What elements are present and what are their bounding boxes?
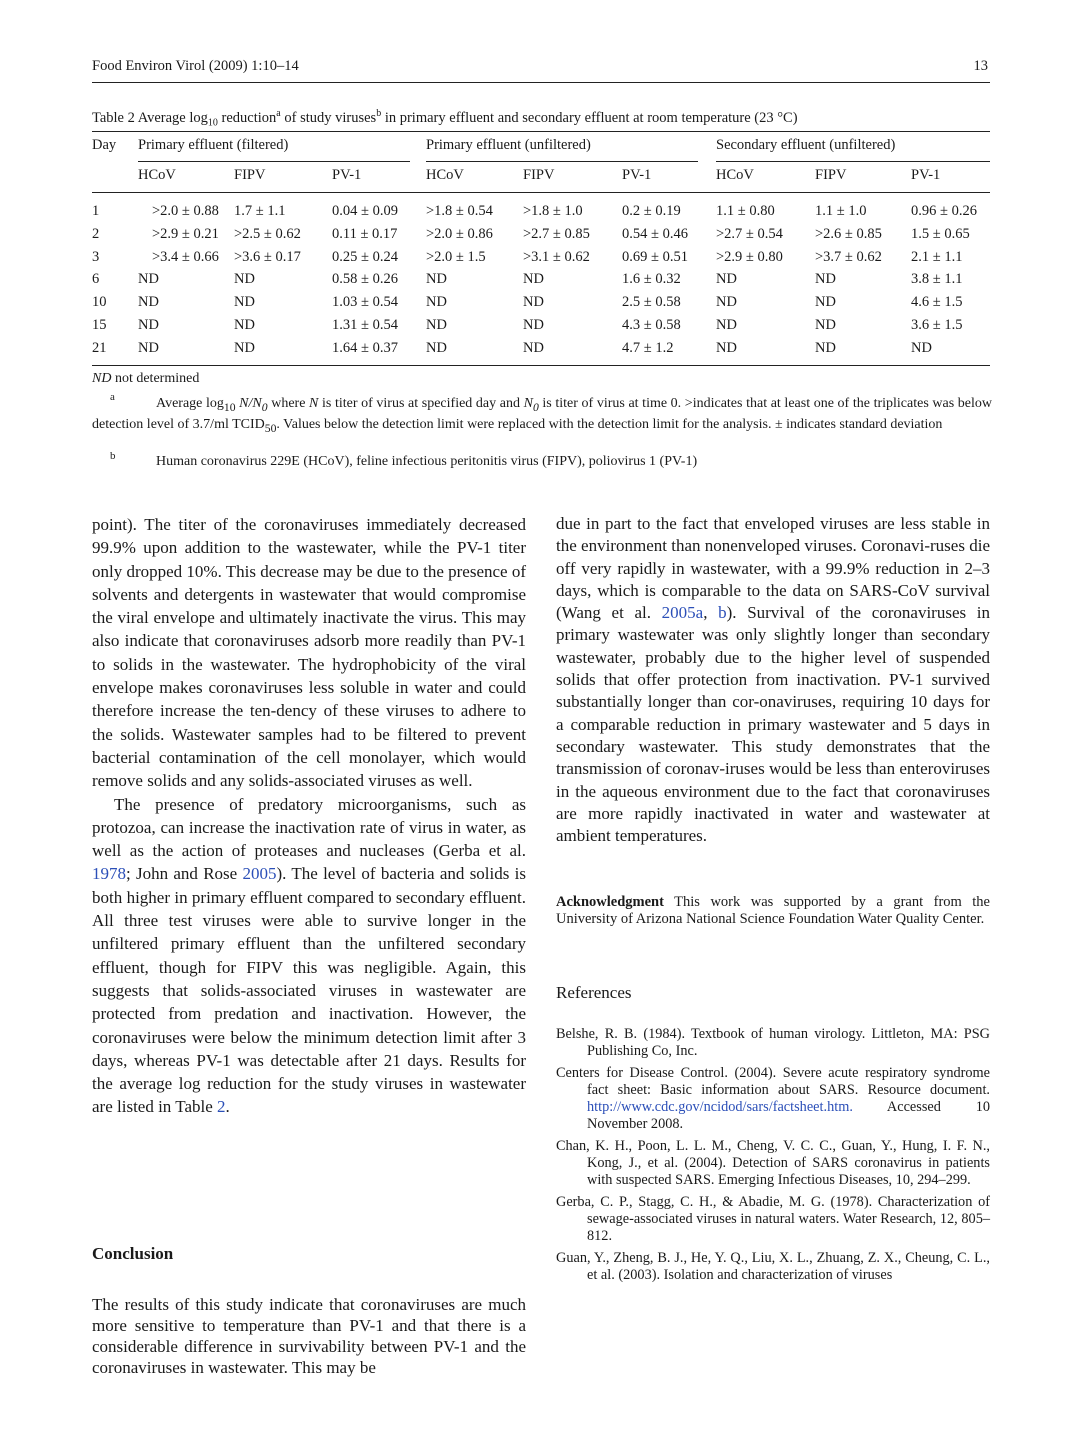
nd-text: not determined (111, 371, 200, 386)
day-cell: 21 (92, 340, 107, 356)
day-cell: 2 (92, 226, 100, 242)
nd-note (92, 370, 199, 387)
reference-text: Guan, Y., Zheng, B. J., He, Y. Q., Liu, X. L., Zhuang, Z. X., Cheung, C. L., et al. (2003). Isolation and characterization of viruses (556, 1250, 990, 1283)
table-cell: ND (523, 340, 544, 356)
column-header: PV-1 (332, 167, 362, 183)
table-cell: ND (138, 317, 159, 333)
group-header-primary-filtered: Primary effluent (filtered) (138, 137, 289, 153)
column-header: HCoV (426, 167, 464, 183)
acknowledgment-title: Acknowledgment (556, 894, 664, 910)
footnote-b: Human coronavirus 229E (HCoV), feline infectious peritonitis virus (FIPV), poliovirus 1 (PV-1) (156, 454, 698, 469)
citation-link[interactable]: 2005 (242, 864, 277, 884)
table-cell: >2.7 ± 0.54 (716, 226, 783, 242)
table-cell: >1.8 ± 0.54 (426, 203, 493, 219)
reference-item (556, 1026, 990, 1060)
table-cell: 1.64 ± 0.37 (332, 340, 398, 356)
day-cell: 6 (92, 271, 100, 287)
table-cell: ND (716, 340, 737, 356)
nd-abbreviation: ND (92, 371, 112, 386)
caption-text: in primary effluent and secondary effluent at room temperature (23 °C) (381, 109, 798, 126)
table-cell: ND (523, 271, 544, 287)
table-cell: ND (815, 294, 836, 310)
table-cell: >3.6 ± 0.17 (234, 249, 301, 265)
table-cell: ND (138, 271, 159, 287)
caption-text: Table 2 Average log (92, 109, 208, 126)
table-cell: 0.04 ± 0.09 (332, 203, 398, 219)
reference-list (556, 1026, 990, 1289)
table-cell: 0.54 ± 0.46 (622, 226, 688, 242)
body-paragraph: The presence of predatory microorganisms, such as protozoa, can increase the inactivation rate of virus in water, as well as the action of proteases and nucleases (Gerba et al. 1978; John and Rose 2005). The level of bacteria and solids is both higher in primary effluent compared to secondary effluent. All three test viruses were able to survive longer in the unfiltered primary effluent than the unfiltered secondary effluent, though for FIPV this was negligible. Again, this suggests that solids-associated viruses in wastewater are protected from predation and inactivation. However, the coronaviruses were below the minimum detection limit after 3 days, whereas PV-1 was detectable after 21 days. Results for the average log reduction for the study viruses in wastewater are listed in Table 2. (92, 794, 526, 1117)
acknowledgment-text: This work was supported by a grant from the University of Arizona National Science Foundation Water Quality Center. (556, 894, 990, 927)
day-cell: 10 (92, 294, 107, 310)
reference-text: Accessed 10 November 2008. (587, 1099, 990, 1132)
table-cell: ND (426, 340, 447, 356)
column-header: FIPV (523, 167, 555, 183)
table-cell: >2.5 ± 0.62 (234, 226, 301, 242)
table-cell: 1.1 ± 0.80 (716, 203, 775, 219)
caption-text: reduction (217, 109, 277, 126)
table-cell: 4.3 ± 0.58 (622, 317, 681, 333)
right-column (556, 513, 990, 847)
table-cell: ND (815, 271, 836, 287)
day-cell: 1 (92, 203, 100, 219)
table-cell: 3.8 ± 1.1 (911, 271, 963, 287)
table-cell: ND (815, 317, 836, 333)
table-cell: 1.1 ± 1.0 (815, 203, 867, 219)
table-cell: >1.8 ± 1.0 (523, 203, 583, 219)
journal-citation: Food Environ Virol (2009) 1:10–14 (92, 58, 299, 74)
page-number: 13 (973, 58, 988, 74)
group-header-secondary-unfiltered: Secondary effluent (unfiltered) (716, 137, 896, 153)
table-cell: ND (815, 340, 836, 356)
table-cell: 0.96 ± 0.26 (911, 203, 977, 219)
citation-link[interactable]: 1978 (92, 864, 126, 884)
left-column (92, 513, 526, 1119)
table-cell: 1.03 ± 0.54 (332, 294, 398, 310)
table-cell: ND (138, 340, 159, 356)
caption-subscript: 10 (207, 117, 218, 129)
table-cell: ND (426, 317, 447, 333)
citation-link[interactable]: 2005a (661, 603, 704, 623)
header-bottom-rule (92, 192, 990, 193)
column-header: HCoV (138, 167, 176, 183)
footnote-marker: a (276, 108, 281, 119)
group-header-primary-unfiltered: Primary effluent (unfiltered) (426, 137, 591, 153)
header-rule (92, 82, 990, 83)
table-cell: >3.4 ± 0.66 (152, 249, 219, 265)
reference-item (556, 1250, 990, 1284)
table-cell: >2.6 ± 0.85 (815, 226, 882, 242)
footnote-b-marker: b (110, 450, 116, 462)
footnote-a: Average $\log_{10} N/N_0$ where N is titer of virus at specified day and $N_0$ is titer of virus at time 0. >indicates that at least one of the triplicates was below detection level of 3.7/ml $TCID_{50}$. Values below the detection limit were replaced with the detection limit for the analysis. ± indicates standard deviation (92, 396, 993, 435)
table-caption (92, 108, 990, 129)
caption-text: of study viruses (280, 109, 377, 126)
reference-text: Chan, K. H., Poon, L. L. M., Cheng, V. C. C., Guan, Y., Hung, I. F. N., Kong, J., et al. (2004). Detection of SARS coronavirus in patients with suspected SARS. Emerging Infectious Diseases, 10, 294–299. (556, 1138, 990, 1188)
table-cell: >2.7 ± 0.85 (523, 226, 590, 242)
table-top-rule (92, 131, 990, 132)
table-cell: ND (234, 271, 255, 287)
table-cell: 0.58 ± 0.26 (332, 271, 398, 287)
table-cell: 4.7 ± 1.2 (622, 340, 674, 356)
table-cell: 2.5 ± 0.58 (622, 294, 681, 310)
table-cell: 0.11 ± 0.17 (332, 226, 398, 242)
table-cell: ND (716, 271, 737, 287)
table-cell: 1.31 ± 0.54 (332, 317, 398, 333)
table-cell: >2.0 ± 0.88 (152, 203, 219, 219)
table-cell: 0.69 ± 0.51 (622, 249, 688, 265)
table-cell: 2.1 ± 1.1 (911, 249, 963, 265)
table-cell: >2.9 ± 0.21 (152, 226, 219, 242)
column-header: PV-1 (622, 167, 652, 183)
table-cell: ND (426, 271, 447, 287)
reference-item (556, 1065, 990, 1133)
reference-item (556, 1194, 990, 1245)
table-cell: 1.6 ± 0.32 (622, 271, 681, 287)
table-cell: 4.6 ± 1.5 (911, 294, 963, 310)
citation-link[interactable]: b (718, 603, 727, 623)
conclusion-heading: Conclusion (92, 1244, 174, 1263)
column-header: HCoV (716, 167, 754, 183)
acknowledgment (556, 894, 990, 928)
table-cell: >2.0 ± 0.86 (426, 226, 493, 242)
reference-text: Centers for Disease Control. (2004). Severe acute respiratory syndrome fact sheet: Basic information about SARS. Resource document. (556, 1065, 990, 1098)
footnote-a-marker: a (110, 391, 115, 403)
reference-text: Belshe, R. B. (1984). Textbook of human virology. Littleton, MA: PSG Publishing Co, Inc. (556, 1026, 990, 1059)
table-bottom-rule (92, 365, 990, 366)
table-cell: >2.9 ± 0.80 (716, 249, 783, 265)
table-cell: >3.7 ± 0.62 (815, 249, 882, 265)
table-cell: ND (716, 294, 737, 310)
table-cell: ND (911, 340, 932, 356)
group-rule (138, 161, 410, 162)
table-cell: 0.25 ± 0.24 (332, 249, 398, 265)
table-cell: >3.1 ± 0.62 (523, 249, 590, 265)
references-heading: References (556, 983, 632, 1002)
body-paragraph: point). The titer of the coronaviruses immediately decreased 99.9% upon addition to the wastewater, while the PV-1 titer only dropped 10%. This decrease may be due to the presence of solvents and detergents in wastewater that would compromise the viral envelope and ultimately inactivate the virus. This may also indicate that coronaviruses adsorb more readily than PV-1 to solids in the wastewater. The hydrophobicity of the viral envelope makes coronaviruses less soluble in water and could therefore increase the ten-dency of these viruses to adhere to the solids. Wastewater samples had to be filtered to prevent bacterial contamination of the cell monolayer, which would remove solids and any solids-associated viruses as well. (92, 515, 526, 791)
table-cell: ND (138, 294, 159, 310)
table-cell: ND (234, 340, 255, 356)
table-cell: ND (426, 294, 447, 310)
reference-text: Gerba, C. P., Stagg, C. H., & Abadie, M. G. (1978). Characterization of sewage-associated viruses in natural waters. Water Research, 12, 805–812. (556, 1194, 990, 1244)
table-cell: 1.5 ± 0.65 (911, 226, 970, 242)
table-link[interactable]: 2 (217, 1097, 226, 1117)
footnote-marker: b (376, 108, 382, 119)
group-rule (426, 161, 698, 162)
table-cell: >2.0 ± 1.5 (426, 249, 486, 265)
table-cell: ND (234, 317, 255, 333)
day-cell: 15 (92, 317, 107, 333)
body-paragraph: due in part to the fact that enveloped viruses are less stable in the environment than nonenveloped viruses. Coronavi-ruses die off very rapidly in wastewater, with a 99.9% reduction in 2–3 days, which is comparable to the data on SARS-CoV survival (Wang et al. 2005a, b). Survival of the coronaviruses in primary wastewater was only slightly longer than secondary wastewater, probably due to the higher level of suspended solids that offer protection from inactivation. PV-1 survived substantially longer than cor-onaviruses, requiring 10 days for a comparable reduction in primary wastewater and 5 days in secondary wastewater. This study demonstrates that the transmission of coronav-iruses would be less than enteroviruses in the aqueous environment due to the fact that coronaviruses are more rapidly inactivated in water and wastewater at ambient temperatures. (556, 514, 990, 846)
group-rule (716, 161, 990, 162)
table-cell: 1.7 ± 1.1 (234, 203, 286, 219)
column-header: FIPV (234, 167, 266, 183)
table-cell: 0.2 ± 0.19 (622, 203, 681, 219)
running-header (92, 58, 990, 84)
conclusion-paragraph: The results of this study indicate that coronaviruses are much more sensitive to temperature than PV-1 and that there is a considerable difference in survivability between PV-1 and the coronaviruses in wastewater. This may be (92, 1295, 526, 1377)
table-cell: ND (234, 294, 255, 310)
table-cell: ND (716, 317, 737, 333)
table-cell: 3.6 ± 1.5 (911, 317, 963, 333)
column-header: PV-1 (911, 167, 941, 183)
day-cell: 3 (92, 249, 100, 265)
table-cell: ND (523, 294, 544, 310)
column-header: FIPV (815, 167, 847, 183)
reference-url-link[interactable]: http://www.cdc.gov/ncidod/sars/factsheet.htm. (587, 1099, 853, 1115)
table-cell: ND (523, 317, 544, 333)
reference-item (556, 1138, 990, 1189)
table-header-day: Day (92, 137, 117, 153)
